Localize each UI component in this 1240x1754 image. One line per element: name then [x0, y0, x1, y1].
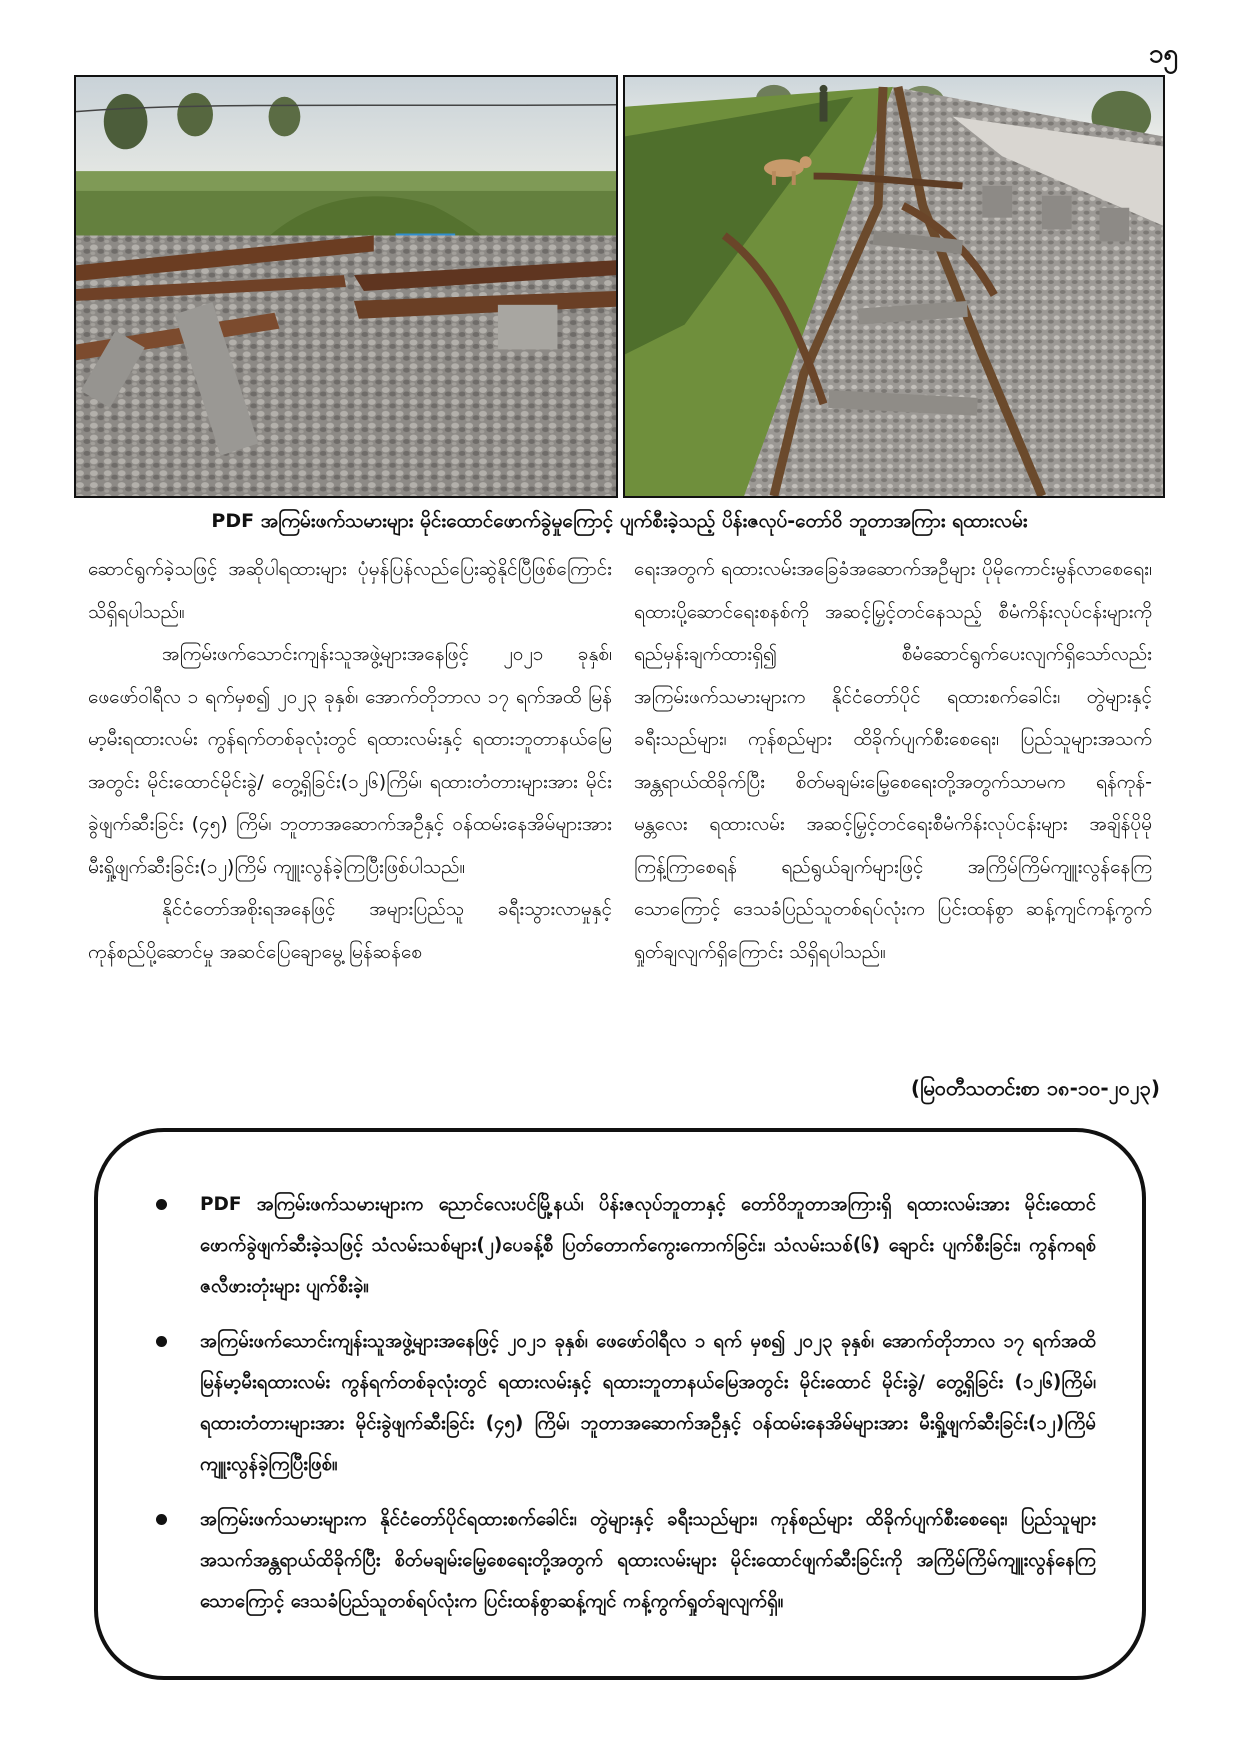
summary-bullet-text: PDF အကြမ်းဖက်သမားများက ညောင်လေးပင်မြို့နယ်၊ ပိန်းဇလုပ်ဘူတာနှင့် တော်ဝိဘူတာအကြားရှိ ရထားလမ်းအား မိုင်းထောင်ဖောက်ခွဲဖျက်ဆီးခဲ့သဖြင့် သံလမ်းသစ်များ(၂)ပေခန့်စီ ပြတ်တောက်ကွေးကောက်ခြင်း၊ သံလမ်းသစ်(၆) ချောင်း ပျက်စီးခြင်း၊ ကွန်ကရစ်ဇလီဖားတုံးများ ပျက်စီးခဲ့။ [200, 1194, 1096, 1297]
summary-bullet-text: အကြမ်းဖက်သောင်းကျန်းသူအဖွဲ့များအနေဖြင့် ၂၀၂၁ ခုနှစ်၊ ဖေဖော်ဝါရီလ ၁ ရက် မှစ၍ ၂၀၂၃ ခုနှစ်၊ အောက်တိုဘာလ ၁၇ ရက်အထိ မြန်မာ့မီးရထားလမ်း ကွန်ရက်တစ်ခုလုံးတွင် ရထားလမ်းနှင့် ရထားဘူတာနယ်မြေအတွင်း မိုင်းထောင် မိုင်းခွဲ/ တွေ့ရှိခြင်း (၁၂၆)ကြိမ်၊ ရထားတံတားများအား မိုင်းခွဲဖျက်ဆီးခြင်း (၄၅) ကြိမ်၊ ဘူတာအဆောက်အဦနှင့် ဝန်ထမ်းနေအိမ်များအား မီးရှို့ဖျက်ဆီးခြင်း(၁၂)ကြိမ် ကျူးလွန်ခဲ့ကြပြီးဖြစ်။ [200, 1331, 1096, 1475]
photo-damaged-track-left [74, 75, 618, 498]
bullet-dot-icon [156, 1199, 167, 1210]
article-paragraph: နိုင်ငံတော်အစိုးရအနေဖြင့် အများပြည်သူ ခရီးသွားလာမှုနှင့် ကုန်စည်ပို့ဆောင်မှု အဆင်ပြေချောမွေ့ မြန်ဆန်စေ [88, 898, 612, 963]
bullet-dot-icon [156, 1514, 167, 1525]
summary-bullet [144, 1321, 1096, 1485]
photo-caption: PDF အကြမ်းဖက်သမားများ မိုင်းထောင်ဖောက်ခွဲမှုကြောင့် ပျက်စီးခဲ့သည့် ပိန်းဇလုပ်-တော်ဝိ ဘူတာအကြား ရထားလမ်း [211, 510, 1028, 532]
article-column-left [88, 548, 612, 973]
railway-track-photo-icon [625, 77, 1163, 496]
article-paragraph: ဆောင်ရွက်ခဲ့သဖြင့် အဆိုပါရထားများ ပုံမှန်ပြန်လည်ပြေးဆွဲနိုင်ပြီဖြစ်ကြောင်း သိရှိရပါသည်။ [88, 558, 612, 623]
page-number: ၁၅ [1148, 39, 1178, 69]
bullet-dot-icon [156, 1336, 167, 1347]
article-column-right [634, 548, 1152, 973]
summary-box [94, 1128, 1146, 1680]
article-paragraph: ရေးအတွက် ရထားလမ်းအခြေခံအဆောက်အဦများ ပိုမိုကောင်းမွန်လာစေရေး၊ ရထားပို့ဆောင်ရေးစနစ်ကို အဆင့်မြှင့်တင်နေသည့် စီမံကိန်းလုပ်ငန်းများကို ရည်မှန်းချက်ထားရှိ၍ စီမံဆောင်ရွက်ပေးလျက်ရှိသော်လည်း အကြမ်းဖက်သမားများက နိုင်ငံတော်ပိုင် ရထားစက်ခေါင်း၊ တွဲများနှင့် ခရီးသည်များ၊ ကုန်စည်များ ထိခိုက်ပျက်စီးစေရေး၊ ပြည်သူများအသက်အန္တရာယ်ထိခိုက်ပြီး စိတ်မချမ်းမြေ့စေရေးတို့အတွက်သာမက ရန်ကုန်-မန္တလေး ရထားလမ်း အဆင့်မြှင့်တင်ရေးစီမံကိန်းလုပ်ငန်းများ အချိန်ပိုမိုကြန့်ကြာစေရန် ရည်ရွယ်ချက်များဖြင့် အကြိမ်ကြိမ်ကျူးလွန်နေကြသောကြောင့် ဒေသခံပြည်သူတစ်ရပ်လုံးက ပြင်းထန်စွာ ဆန့်ကျင်ကန့်ကွက်ရှုတ်ချလျက်ရှိကြောင်း သိရှိရပါသည်။ [634, 558, 1152, 963]
summary-bullet-text: အကြမ်းဖက်သမားများက နိုင်ငံတော်ပိုင်ရထားစက်ခေါင်း၊ တွဲများနှင့် ခရီးသည်များ၊ ကုန်စည်များ ထိခိုက်ပျက်စီးစေရေး၊ ပြည်သူများအသက်အန္တရာယ်ထိခိုက်ပြီး စိတ်မချမ်းမြေ့စေရေးတို့အတွက် ရထားလမ်းများ မိုင်းထောင်ဖျက်ဆီးခြင်းကို အကြိမ်ကြိမ်ကျူးလွန်နေကြသောကြောင့် ဒေသခံပြည်သူတစ်ရပ်လုံးက ပြင်းထန်စွာဆန့်ကျင် ကန့်ကွက်ရှုတ်ချလျက်ရှိ။ [200, 1509, 1096, 1612]
article-source: (မြဝတီသတင်းစာ ၁၈-၁၀-၂၀၂၃) [910, 1076, 1160, 1100]
railway-track-photo-icon [76, 77, 616, 496]
summary-bullet [144, 1499, 1096, 1622]
article-paragraph: အကြမ်းဖက်သောင်းကျန်းသူအဖွဲ့များအနေဖြင့် ၂၀၂၁ ခုနှစ်၊ ဖေဖော်ဝါရီလ ၁ ရက်မှစ၍ ၂၀၂၃ ခုနှစ်၊ အောက်တိုဘာလ ၁၇ ရက်အထိ မြန်မာ့မီးရထားလမ်း ကွန်ရက်တစ်ခုလုံးတွင် ရထားလမ်းနှင့် ရထားဘူတာနယ်မြေအတွင်း မိုင်းထောင်မိုင်းခွဲ/ တွေ့ရှိခြင်း(၁၂၆)ကြိမ်၊ ရထားတံတားများအား မိုင်းခွဲဖျက်ဆီးခြင်း (၄၅) ကြိမ်၊ ဘူတာအဆောက်အဦနှင့် ဝန်ထမ်းနေအိမ်များအား မီးရှို့ဖျက်ဆီးခြင်း(၁၂)ကြိမ် ကျူးလွန်ခဲ့ကြပြီးဖြစ်ပါသည်။ [88, 643, 612, 878]
photo-damaged-track-right [623, 75, 1165, 498]
summary-bullet [144, 1184, 1096, 1307]
